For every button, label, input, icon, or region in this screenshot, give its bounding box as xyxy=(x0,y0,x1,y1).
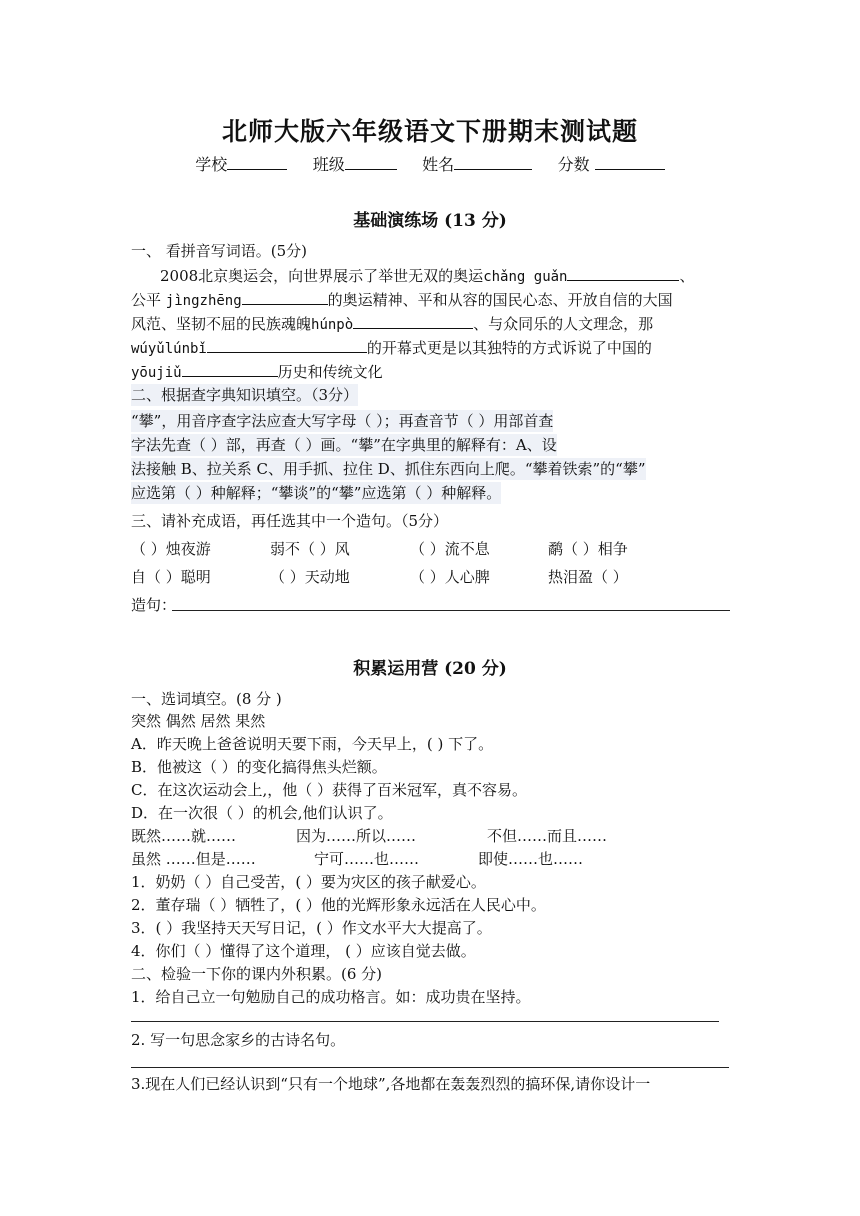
word-choices: 突然 偶然 居然 果然 xyxy=(131,712,266,730)
conj-4: 虽然 ……但是…… xyxy=(131,850,256,868)
q3-heading: 三、请补充成语，再任选其中一个造句。（5分） xyxy=(131,512,449,530)
idiom-3: （ ）流不息 xyxy=(410,540,490,558)
sentence-label: 造句： xyxy=(131,596,177,614)
q1-line1: 2008北京奥运会，向世界展示了举世无双的奥运chǎng guǎn 、 xyxy=(160,264,695,288)
sentence-4: 4．你们（ ）懂得了这个道理， ( ）应该自觉去做。 xyxy=(131,942,476,960)
sentence-1: 1．奶奶（ ）自己受苦，( ）要为灾区的孩子献爱心。 xyxy=(131,873,486,891)
s2-q2-heading: 二、检验一下你的课内外积累。(6 分) xyxy=(131,965,383,983)
pinyin-changguan: chǎng guǎn xyxy=(483,269,568,285)
q1-heading: 一、 看拼音写词语。(5分) xyxy=(131,242,308,260)
s2-q1-heading: 一、选词填空。(8 分 ) xyxy=(131,690,282,708)
q2-line4: 应选第（ ）种解释；“攀谈”的“攀”应选第（ ）种解释。 xyxy=(131,484,502,502)
score-label: 分数 xyxy=(557,155,590,174)
sentence-2: 2．董存瑞（ ）牺牲了，( ）他的光辉形象永远活在人民心中。 xyxy=(131,896,546,914)
q2-line3: 法接触 B、拉关系 C、用手抓、拉住 D、抓住东西向上爬。“攀着铁索”的“攀” xyxy=(131,460,646,478)
accum-item-3: 3.现在人们已经认识到“只有一个地球”,各地都在轰轰烈烈的搞环保,请你设计一 xyxy=(131,1075,651,1093)
pinyin-wuyulunbi: wúyǔlúnbǐ xyxy=(131,341,207,357)
school-label: 学校 xyxy=(195,155,228,174)
class-label: 班级 xyxy=(312,155,345,174)
conj-1: 既然……就…… xyxy=(131,827,237,845)
conj-6: 即使……也…… xyxy=(478,850,584,868)
section1-title: 基础演练场 (13 分) xyxy=(353,211,507,231)
section2-title: 积累运用营 (20 分) xyxy=(353,659,507,679)
q2-heading: 二、根据查字典知识填空。（3分） xyxy=(131,386,359,404)
name-label: 姓名 xyxy=(422,155,455,174)
idiom-7: （ ）人心脾 xyxy=(410,568,490,586)
accum-item-2: 2. 写一句思念家乡的古诗名句。 xyxy=(131,1031,346,1049)
answer-blank[interactable] xyxy=(353,312,473,329)
sentence-3: 3．( ）我坚持天天写日记，( ）作文水平大大提高了。 xyxy=(131,919,492,937)
item-d: D．在一次很（ ）的机会,他们认识了。 xyxy=(131,804,393,822)
answer-blank[interactable] xyxy=(207,336,367,353)
idiom-4: 鹬（ ）相争 xyxy=(548,540,628,558)
q1-line2: 公平 jìngzhēng 的奥运精神、平和从容的国民心态、开放自信的大国 xyxy=(131,288,673,312)
name-blank[interactable] xyxy=(454,153,532,170)
idiom-8: 热泪盈（ ） xyxy=(548,568,628,586)
answer-line-2[interactable] xyxy=(131,1067,729,1068)
item-b: B．他被这（ ）的变化搞得焦头烂额。 xyxy=(131,758,387,776)
pinyin-hunpo: húnpò xyxy=(311,317,354,333)
sentence-answer-line[interactable] xyxy=(172,610,730,611)
student-info-row xyxy=(0,152,860,175)
conj-3: 不但……而且…… xyxy=(487,827,608,845)
q2-line1: “攀”，用音序查字法应查大写字母（ ）；再查音节（ ）用部首查 xyxy=(131,412,554,430)
q1-line5: yōujiǔ 历史和传统文化 xyxy=(131,360,383,384)
conj-2: 因为……所以…… xyxy=(296,827,417,845)
class-blank[interactable] xyxy=(345,153,397,170)
answer-blank[interactable] xyxy=(182,360,278,377)
school-blank[interactable] xyxy=(227,153,287,170)
conj-5: 宁可……也…… xyxy=(314,850,420,868)
pinyin-jingzheng: jìngzhēng xyxy=(165,293,242,309)
item-c: C．在这次运动会上,，他（ ）获得了百米冠军，真不容易。 xyxy=(131,781,528,799)
score-blank[interactable] xyxy=(595,153,665,170)
idiom-1: （ ）烛夜游 xyxy=(131,540,211,558)
answer-blank[interactable] xyxy=(242,288,328,305)
q1-line4: wúyǔlúnbǐ 的开幕式更是以其独特的方式诉说了中国的 xyxy=(131,336,652,360)
idiom-5: 自（ ）聪明 xyxy=(131,568,211,586)
page-title: 北师大版六年级语文下册期末测试题 xyxy=(221,117,638,146)
answer-line-1[interactable] xyxy=(131,1021,719,1022)
idiom-6: （ ）天动地 xyxy=(270,568,350,586)
item-a: A．昨天晚上爸爸说明天要下雨，今天早上，( ) 下了。 xyxy=(131,735,494,753)
answer-blank[interactable] xyxy=(567,264,679,281)
idiom-2: 弱不（ ）风 xyxy=(270,540,350,558)
q2-line2: 字法先查（ ）部，再查（ ）画。“攀”在字典里的解释有：A、设 xyxy=(131,436,557,454)
q1-line3: 风范、坚韧不屈的民族魂魄húnpò 、与众同乐的人文理念，那 xyxy=(131,312,653,336)
pinyin-youjiu: yōujiǔ xyxy=(131,365,182,381)
accum-item-1: 1．给自己立一句勉励自己的成功格言。如：成功贵在坚持。 xyxy=(131,988,531,1006)
